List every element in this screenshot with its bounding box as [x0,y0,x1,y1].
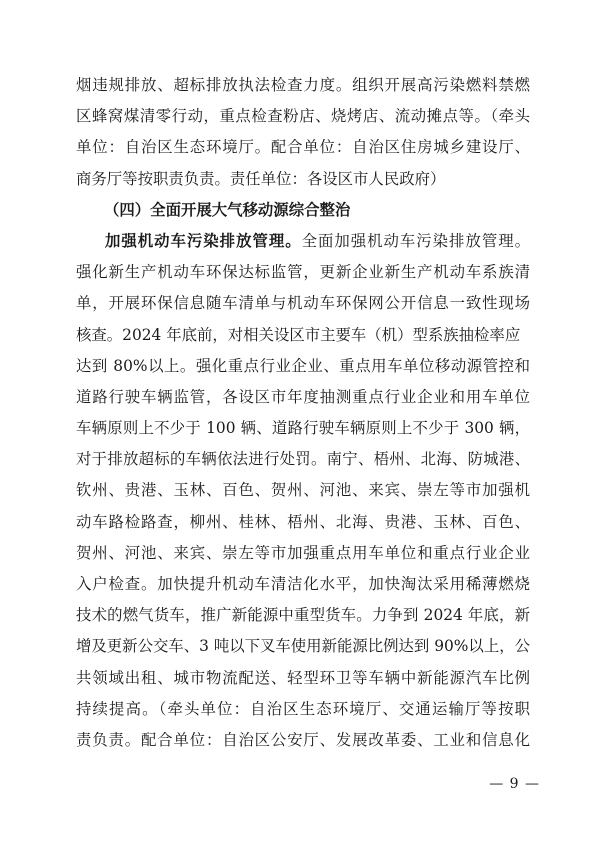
text-line: 道路行驶车辆监管，各设区市年度抽测重点行业企业和用车单位 [76,387,530,406]
paragraph-lead-bold: 加强机动车污染排放管理。 [105,231,302,250]
paragraph-lead-line [76,226,530,257]
page-number: — 9 — [489,776,540,792]
text-line: 核查。2024 年底前，对相关设区市主要车（机）型系族抽检率应 [76,325,521,344]
text-line: 钦州、贵港、玉林、百色、贺州、河池、来宾、崇左等市加强机 [76,481,530,500]
document-body [76,70,530,756]
text-line: 商务厅等按职责负责。责任单位：各设区市人民政府） [76,169,446,188]
text-line: 技术的燃气货车，推广新能源中重型货车。力争到 2024 年底，新 [76,606,530,625]
text-line: 车辆原则上不少于 100 辆、道路行驶车辆原则上不少于 300 辆， [76,419,530,438]
text-line: 单位：自治区生态环境厅。配合单位：自治区住房城乡建设厅、 [76,138,530,157]
text-line: 责负责。配合单位：自治区公安厅、发展改革委、工业和信息化 [76,730,530,749]
text-line: 对于排放超标的车辆依法进行处罚。南宁、梧州、北海、防城港、 [76,450,530,469]
text-line: 入户检查。加快提升机动车清洁化水平，加快淘汰采用稀薄燃烧 [76,575,530,593]
text-line: 单，开展环保信息随车清单与机动车环保网公开信息一致性现场 [76,294,530,313]
text-line: 烟违规排放、超标排放执法检查力度。组织开展高污染燃料禁燃 [76,76,530,94]
text-line: 贺州、河池、来宾、崇左等市加强重点用车单位和重点行业企业 [76,543,530,562]
text-line: 强化新生产机动车环保达标监管，更新企业新生产机动车系族清 [76,263,530,282]
text-line: 达到 80%以上。强化重点行业企业、重点用车单位移动源管控和 [76,356,530,375]
paragraph-lead-rest: 全面加强机动车污染排放管理。 [301,231,530,250]
section-heading: （四）全面开展大气移动源综合整治 [104,200,351,219]
text-line: 增及更新公交车、3 吨以下叉车使用新能源比例达到 90%以上，公 [76,637,530,656]
text-line: 区蜂窝煤清零行动，重点检查粉店、烧烤店、流动摊点等。（牵头 [76,107,530,126]
text-line: 持续提高。（牵头单位：自治区生态环境厅、交通运输厅等按职 [76,699,530,718]
text-line: 动车路检路查，柳州、桂林、梧州、北海、贵港、玉林、百色、 [76,512,530,531]
text-line: 共领域出租、城市物流配送、轻型环卫等车辆中新能源汽车比例 [76,668,530,687]
